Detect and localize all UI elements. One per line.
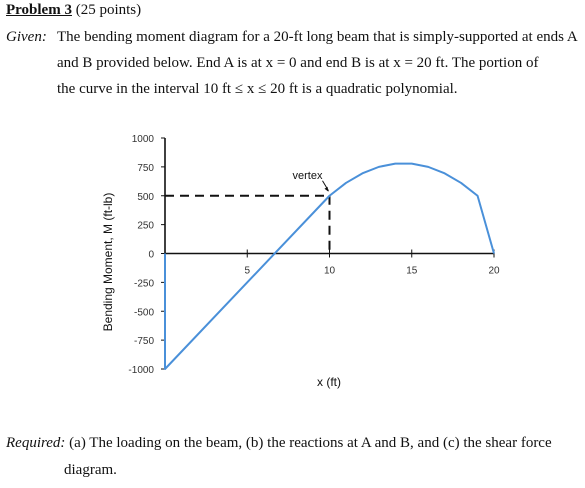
y-tick-label: 0	[148, 249, 154, 261]
given-text-line-3: the curve in the interval 10 ft ≤ x ≤ 20 ft is a quadratic polynomial.	[57, 81, 458, 97]
x-axis-label: x (ft)	[317, 375, 341, 389]
x-tick-label: 15	[406, 265, 418, 277]
required-label: Required:	[6, 435, 66, 451]
problem-points: (25 points)	[75, 2, 142, 18]
y-axis-label: Bending Moment, M (ft-lb)	[101, 192, 115, 332]
required-text-line-1: (a) The loading on the beam, (b) the reactions at A and B, and (c) the shear force	[69, 435, 552, 451]
y-tick-label: 500	[137, 191, 154, 203]
y-tick-label: 750	[137, 162, 154, 174]
given-text-line-2: and B provided below. End A is at x = 0 and end B is at x = 20 ft. The portion of	[57, 55, 539, 71]
x-tick-label: 20	[488, 265, 500, 277]
vertex-arrowhead	[325, 187, 329, 192]
y-tick-label: -500	[133, 307, 154, 319]
x-tick-label: 10	[323, 265, 336, 277]
vertex-annotation: vertex	[292, 169, 323, 182]
given-label: Given:	[6, 29, 47, 45]
y-tick-label: -1000	[128, 365, 154, 376]
y-tick-label: 1000	[131, 134, 154, 145]
y-tick-label: -250	[133, 278, 154, 290]
given-text-line-1: The bending moment diagram for a 20-ft long beam that is simply-supported at ends A	[57, 29, 578, 45]
required-text-line-2: diagram.	[64, 462, 117, 478]
problem-number: Problem 3	[6, 2, 72, 18]
y-tick-label: -750	[133, 336, 154, 348]
required-section	[6, 435, 552, 452]
x-tick-label: 5	[244, 265, 251, 277]
y-tick-label: 250	[137, 220, 154, 232]
